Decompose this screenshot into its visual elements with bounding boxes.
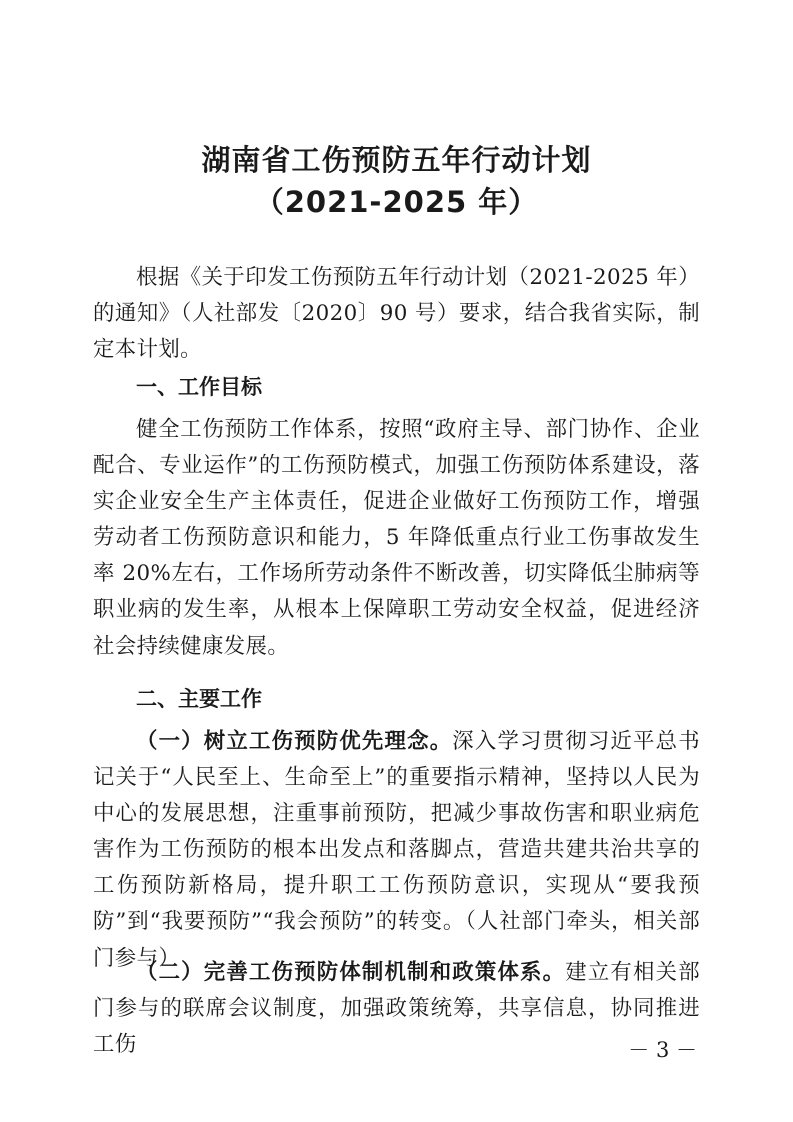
item1-paragraph	[93, 724, 700, 977]
section1-paragraph: 健全工伤预防工作体系，按照“政府主导、部门协作、企业配合、专业运作”的工伤预防模式，加强工伤预防体系建设，落实企业安全生产主体责任，促进企业做好工伤预防工作，增强劳动者工伤预防意识和能力，5 年降低重点行业工伤事故发生率 20%左右，工作场所劳动条件不断改善，切实降低尘肺病等职业病的发生率，从根本上保障职工劳动安全权益，促进经济社会持续健康发展。	[93, 417, 700, 659]
item2-paragraph	[93, 955, 700, 1063]
item2-title: （二）完善工伤预防体制机制和政策体系。	[136, 960, 566, 985]
section2-heading: 二、主要工作	[136, 687, 262, 711]
item2-body: 建立有相关部门参与的联席会议制度，加强政策统筹，共享信息，协同推进工伤	[93, 960, 700, 1058]
intro-paragraph: 根据《关于印发工伤预防五年行动计划（2021-2025 年）的通知》（人社部发〔2020〕90 号）要求，结合我省实际，制定本计划。	[93, 265, 700, 363]
section1-heading: 一、工作目标	[136, 375, 262, 399]
item1-body: 深入学习贯彻习近平总书记关于“人民至上、生命至上”的重要指示精神，坚持以人民为中心的发展思想，注重事前预防，把减少事故伤害和职业病危害作为工伤预防的根本出发点和落脚点，营造共建共治共享的工伤预防新格局，提升职工工伤预防意识，实现从“要我预防”到“我要预防”“我会预防”的转变。（人社部门牵头，相关部门参与）	[93, 729, 700, 971]
document-subtitle: （2021-2025 年）	[254, 185, 539, 219]
document-title: 湖南省工伤预防五年行动计划	[201, 143, 592, 177]
page-number: － 3 －	[628, 1038, 697, 1062]
item1-title: （一）树立工伤预防优先理念。	[136, 729, 453, 754]
